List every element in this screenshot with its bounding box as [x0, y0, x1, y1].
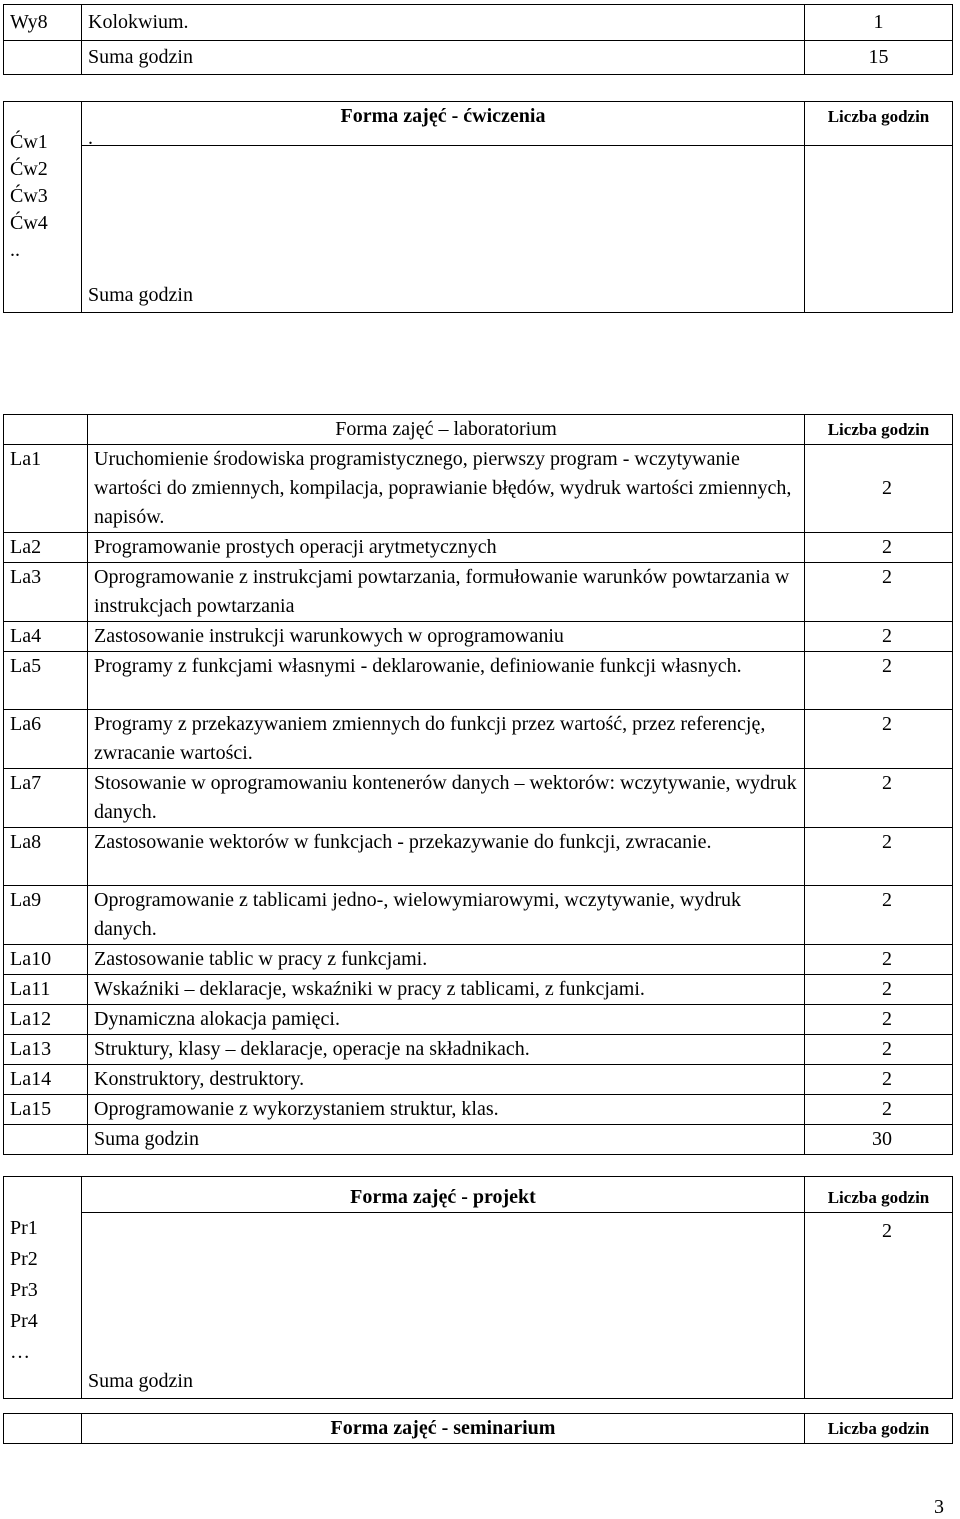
row-code: La2 [4, 533, 88, 563]
table-row [4, 975, 953, 1005]
table-row [4, 1125, 953, 1155]
project-table [3, 1176, 953, 1399]
row-hours: 2 [805, 1065, 953, 1095]
code: Ćw2 [10, 158, 48, 180]
table-row [4, 146, 953, 313]
row-code: La4 [4, 622, 88, 652]
row-topic: Programy z przekazywaniem zmiennych do funkcji przez wartość, przez referencję, zwracanie wartości. [88, 710, 805, 769]
row-topic: Programowanie prostych operacji arytmetycznych [88, 533, 805, 563]
row-code: La13 [4, 1035, 88, 1065]
row-topic: Dynamiczna alokacja pamięci. [88, 1005, 805, 1035]
sum-value [805, 146, 953, 313]
table-row [4, 5, 953, 41]
sum-label: Suma godzin [88, 1125, 805, 1155]
table-row [4, 828, 953, 886]
table-row [4, 769, 953, 828]
table-header-row [4, 102, 953, 146]
row-hours: 2 [805, 886, 953, 945]
table-row [4, 1095, 953, 1125]
row-code: La6 [4, 710, 88, 769]
sum-label: Suma godzin [82, 41, 805, 75]
row-code: La14 [4, 1065, 88, 1095]
section-title: Forma zajęć - ćwiczenia . [82, 102, 805, 146]
row-code: La8 [4, 828, 88, 886]
table-row [4, 563, 953, 622]
row-hours: 2 [805, 828, 953, 886]
hours-header: Liczba godzin [805, 1177, 953, 1213]
row-hours: 2 [805, 1213, 953, 1399]
lecture-table-tail [3, 4, 953, 75]
row-topic: Zastosowanie instrukcji warunkowych w oprogramowaniu [88, 622, 805, 652]
row-hours: 2 [805, 710, 953, 769]
code: … [10, 1341, 30, 1363]
table-row [4, 1065, 953, 1095]
section-title: Forma zajęć - seminarium [82, 1414, 805, 1444]
exercises-codes [4, 102, 82, 313]
code: Pr3 [10, 1279, 38, 1301]
table-row [4, 710, 953, 769]
row-hours: 2 [805, 533, 953, 563]
table-row [4, 445, 953, 533]
row-topic: Uruchomienie środowiska programistycznego, pierwszy program - wczytywanie wartości do zmiennych, kompilacja, poprawianie błędów, wydruk wartości zmiennych, napisów. [88, 445, 805, 533]
project-codes [4, 1177, 82, 1399]
hours-header: Liczba godzin [805, 102, 953, 146]
row-hours: 2 [805, 975, 953, 1005]
row-topic: Konstruktory, destruktory. [88, 1065, 805, 1095]
sum-value: 15 [805, 41, 953, 75]
sum-label: Suma godzin [88, 284, 193, 306]
row-code: La7 [4, 769, 88, 828]
code: Pr1 [10, 1217, 38, 1239]
first-topic: . [88, 127, 93, 149]
hours-header: Liczba godzin [805, 415, 953, 445]
code: Pr4 [10, 1310, 38, 1332]
row-hours: 2 [805, 563, 953, 622]
code: Pr2 [10, 1248, 38, 1270]
table-header-row [4, 415, 953, 445]
table-row [4, 886, 953, 945]
row-topic: Programy z funkcjami własnymi - deklarowanie, definiowanie funkcji własnych. [88, 652, 805, 710]
code: Ćw4 [10, 212, 48, 234]
table-row [4, 1035, 953, 1065]
row-topic: Oprogramowanie z instrukcjami powtarzania, formułowanie warunków powtarzania w instrukcjach powtarzania [88, 563, 805, 622]
sum-value: 30 [805, 1125, 953, 1155]
code: Ćw1 [10, 131, 48, 153]
row-topic: Kolokwium. [82, 5, 805, 41]
sum-cell [82, 1213, 805, 1399]
row-code: La12 [4, 1005, 88, 1035]
row-topic: Oprogramowanie z wykorzystaniem struktur, klas. [88, 1095, 805, 1125]
sum-cell [82, 146, 805, 313]
row-topic: Wskaźniki – deklaracje, wskaźniki w pracy z tablicami, z funkcjami. [88, 975, 805, 1005]
table-row [4, 652, 953, 710]
row-code: La11 [4, 975, 88, 1005]
row-code: La5 [4, 652, 88, 710]
table-header-row [4, 1177, 953, 1213]
row-code: La9 [4, 886, 88, 945]
row-hours: 2 [805, 945, 953, 975]
row-hours: 2 [805, 769, 953, 828]
sum-label: Suma godzin [88, 1370, 193, 1392]
lab-table [3, 414, 953, 1155]
row-topic: Zastosowanie tablic w pracy z funkcjami. [88, 945, 805, 975]
code: .. [10, 239, 20, 261]
row-code: La15 [4, 1095, 88, 1125]
row-topic: Struktury, klasy – deklaracje, operacje na składnikach. [88, 1035, 805, 1065]
hours-header: Liczba godzin [805, 1414, 953, 1444]
row-hours: 2 [805, 1005, 953, 1035]
row-hours: 2 [805, 1035, 953, 1065]
row-hours: 2 [805, 445, 953, 533]
row-hours: 1 [805, 5, 953, 41]
row-code: La3 [4, 563, 88, 622]
table-row [4, 622, 953, 652]
table-header-row [4, 1414, 953, 1444]
seminar-table [3, 1413, 953, 1444]
row-hours: 2 [805, 622, 953, 652]
row-hours: 2 [805, 652, 953, 710]
row-code [4, 41, 82, 75]
row-topic: Stosowanie w oprogramowaniu kontenerów danych – wektorów: wczytywanie, wydruk danych. [88, 769, 805, 828]
row-code: Wy8 [4, 5, 82, 41]
row-code: La1 [4, 445, 88, 533]
row-code: La10 [4, 945, 88, 975]
row-topic: Oprogramowanie z tablicami jedno-, wielowymiarowymi, wczytywanie, wydruk danych. [88, 886, 805, 945]
table-row [4, 533, 953, 563]
table-row [4, 41, 953, 75]
row-hours: 2 [805, 1095, 953, 1125]
row-topic: Zastosowanie wektorów w funkcjach - przekazywanie do funkcji, zwracanie. [88, 828, 805, 886]
section-title: Forma zajęć – laboratorium [88, 415, 805, 445]
table-row [4, 1213, 953, 1399]
exercises-table [3, 101, 953, 313]
page-number: 3 [934, 1496, 944, 1518]
code: Ćw3 [10, 185, 48, 207]
table-row [4, 945, 953, 975]
section-title: Forma zajęć - projekt [82, 1177, 805, 1213]
table-row [4, 1005, 953, 1035]
